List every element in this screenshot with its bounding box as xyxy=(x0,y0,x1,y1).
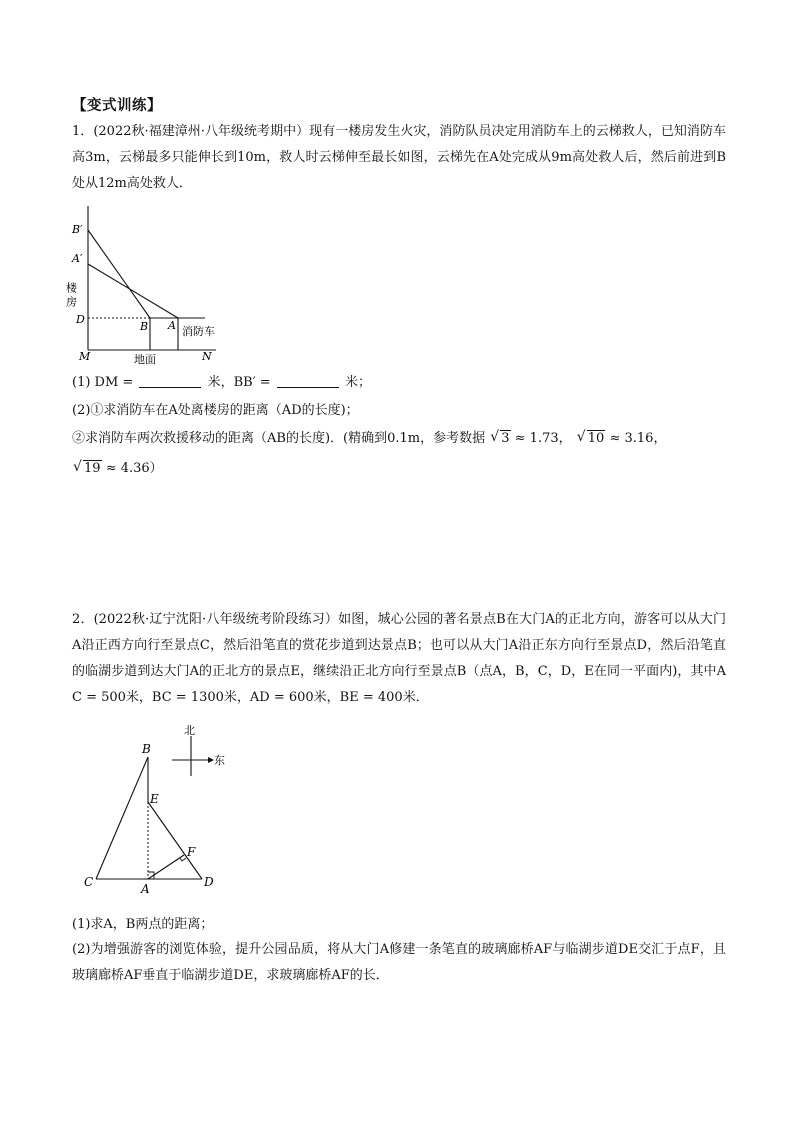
question-1-part-2a: (2)①求消防车在A处离楼房的距离（AD的长度)； xyxy=(72,403,359,418)
question-1-part-1 xyxy=(72,372,371,394)
label-m: M xyxy=(79,350,91,363)
label-a2: A xyxy=(141,882,150,896)
label-building: 楼房 xyxy=(64,282,78,310)
ladder-from-a xyxy=(88,264,178,318)
section-title: 【变式训练】 xyxy=(72,98,162,114)
sqrt-3: √ 3 xyxy=(491,428,510,450)
blank-dm[interactable] xyxy=(139,373,201,388)
label-b-prime: B′ xyxy=(72,223,83,236)
question-1-part-2b-cont xyxy=(72,458,163,480)
label-a: A xyxy=(168,319,176,332)
approx-19: ≈ 4.36） xyxy=(105,461,163,476)
blank-bb[interactable] xyxy=(277,373,339,388)
sqrt-10: √ 10 xyxy=(578,428,606,450)
label-e: E xyxy=(150,792,159,806)
line-cb xyxy=(96,757,148,879)
label-n: N xyxy=(202,350,212,363)
label-b2: B xyxy=(142,742,151,756)
ladder-from-b xyxy=(88,230,150,318)
label-a-prime: A′ xyxy=(72,252,83,265)
question-2-stem: 2．(2022秋·辽宁沈阳·八年级统考阶段练习）如图，城心公园的著名景点B在大门A的正北方向，游客可以从大门A沿正西方向行至景点C，然后沿笔直的赏花步道到达景点B；也可以从大门A沿正东方向行至景点D，然后沿笔直的临湖步道到达大门A的正北方的景点E，继续沿正北方向行至景点B（点A，B，C，D，E在同一平面内)，其中AC = 500米，BC = 1300米，AD = 600米，BE = 400米． xyxy=(72,612,726,705)
part1-prefix: (1) DM = xyxy=(72,375,134,390)
part1-mid: 米，BB′ = xyxy=(207,375,271,390)
part2b-prefix: ②求消防车两次救援移动的距离（AB的长度)．(精确到0.1m，参考数据 xyxy=(72,431,486,446)
figure-fire-ladder xyxy=(64,200,230,370)
label-f: F xyxy=(187,845,196,859)
label-d2: D xyxy=(204,875,214,889)
compass-east: 东 xyxy=(214,754,225,767)
label-d: D xyxy=(76,313,85,326)
label-ground: 地面 xyxy=(134,353,156,366)
approx-10: ≈ 3.16， xyxy=(609,431,667,446)
sqrt-19: √ 19 xyxy=(74,458,102,480)
right-angle-f xyxy=(180,858,186,861)
compass-north: 北 xyxy=(184,724,195,737)
line-af xyxy=(148,855,184,879)
question-1-stem: 1．(2022秋·福建漳州·八年级统考期中）现有一楼房发生火灾，消防队员决定用消防车上的云梯救人，已知消防车高3m，云梯最多只能伸长到10m，救人时云梯伸至最长如图，云梯先在A处完成从9m高处救人后，然后前进到B处从12m高处救人． xyxy=(72,124,726,191)
label-truck: 消防车 xyxy=(182,325,215,338)
approx-3: ≈ 1.73， xyxy=(514,431,572,446)
label-b: B xyxy=(140,320,149,333)
figure-park xyxy=(78,722,238,902)
question-1-part-2b xyxy=(72,428,666,450)
question-2-part-1: (1)求A，B两点的距离； xyxy=(72,917,214,932)
label-c: C xyxy=(84,875,94,889)
line-ed xyxy=(148,802,202,879)
part1-suffix: 米； xyxy=(344,375,371,390)
question-2-part-2: (2)为增强游客的浏览体验，提升公园品质，将从大门A修建一条笔直的玻璃廊桥AF与临湖步道DE交汇于点F，且玻璃廊桥AF垂直于临湖步道DE，求玻璃廊桥AF的长． xyxy=(72,942,726,983)
